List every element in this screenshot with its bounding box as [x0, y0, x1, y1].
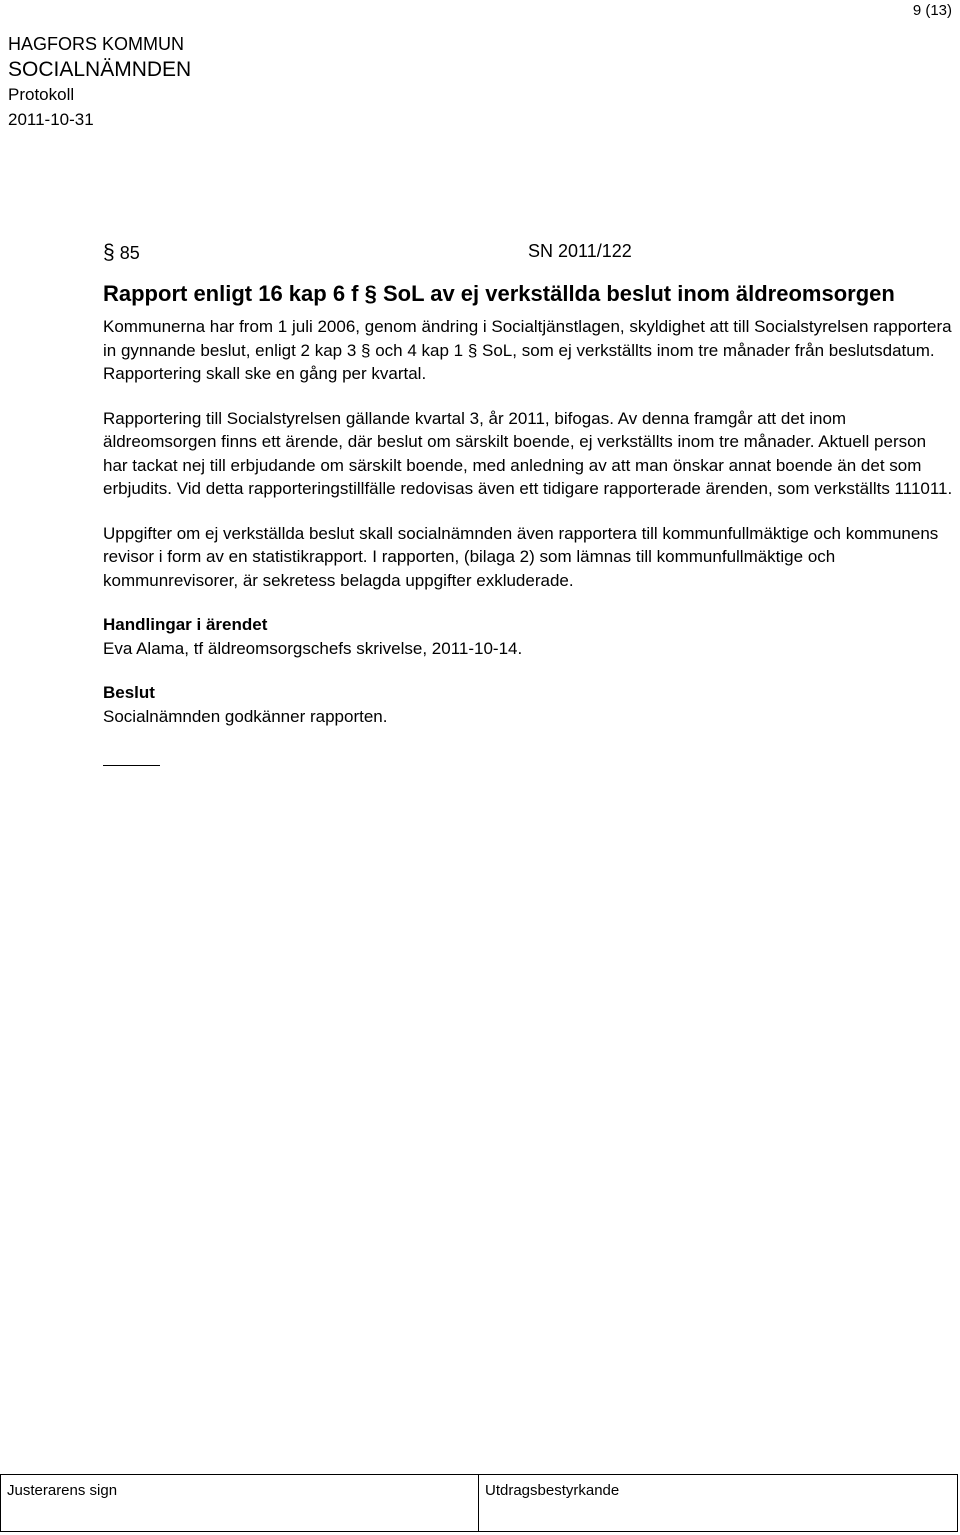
case-reference: SN 2011/122 — [528, 241, 632, 261]
signature-box-left — [0, 1475, 478, 1531]
end-divider — [103, 765, 160, 766]
committee-name: SOCIALNÄMNDEN — [8, 58, 192, 81]
document-header — [8, 32, 191, 132]
paragraph-number-value: 85 — [119, 243, 140, 263]
section-sign: § — [103, 241, 115, 264]
signature-box-right — [478, 1475, 958, 1531]
paragraph-number — [103, 241, 140, 265]
document-body — [103, 240, 953, 766]
adjuster-sign-label: Justerarens sign — [7, 1482, 118, 1499]
body-paragraph-2: Rapportering till Socialstyrelsen gällande kvartal 3, år 2011, bifogas. Av denna framgår att det inom äldreomsorgen finns ett ärende, där beslut om särskilt boende, ej verkställts inom tre månader. Aktuell person har tackat nej till erbjudande om särskilt boende, med anledning av att man önskar annat boende än det som erbjudits. Vid detta rapporteringstillfälle redovisas även ett tidigare rapporterade ärenden, som verkställts 111011. — [103, 408, 953, 498]
signature-footer — [0, 1474, 958, 1532]
decision-heading: Beslut — [103, 683, 155, 702]
body-paragraph-3: Uppgifter om ej verkställda beslut skall socialnämnden även rapportera till kommunfullmäktige och kommunens revisor i form av en statistikrapport. I rapporten, (bilaga 2) som lämnas till kommunfullmäktige och kommunrevisorer, är sekretess belagda uppgifter exkluderade. — [103, 523, 939, 590]
decision-text: Socialnämnden godkänner rapporten. — [103, 706, 388, 726]
body-paragraph-1: Kommunerna har from 1 juli 2006, genom ändring i Socialtjänstlagen, skyldighet att till Socialstyrelsen rapportera in gynnande beslut, enligt 2 kap 3 § och 4 kap 1 § SoL, som ej verkställts inom tre månader från beslutsdatum. Rapportering skall ske en gång per kvartal. — [103, 317, 952, 383]
meeting-date: 2011-10-31 — [8, 110, 94, 129]
documents-heading: Handlingar i ärendet — [103, 615, 268, 634]
page-number: 9 (13) — [912, 2, 952, 19]
paragraph-row — [103, 240, 953, 266]
municipality-name: HAGFORS KOMMUN — [8, 34, 185, 54]
documents-text: Eva Alama, tf äldreomsorgschefs skrivelse, 2011-10-14. — [103, 638, 523, 658]
document-type: Protokoll — [8, 85, 75, 104]
item-title: Rapport enligt 16 kap 6 f § SoL av ej verkställda beslut inom äldreomsorgen — [103, 281, 895, 306]
extract-certification-label: Utdragsbestyrkande — [485, 1482, 620, 1499]
